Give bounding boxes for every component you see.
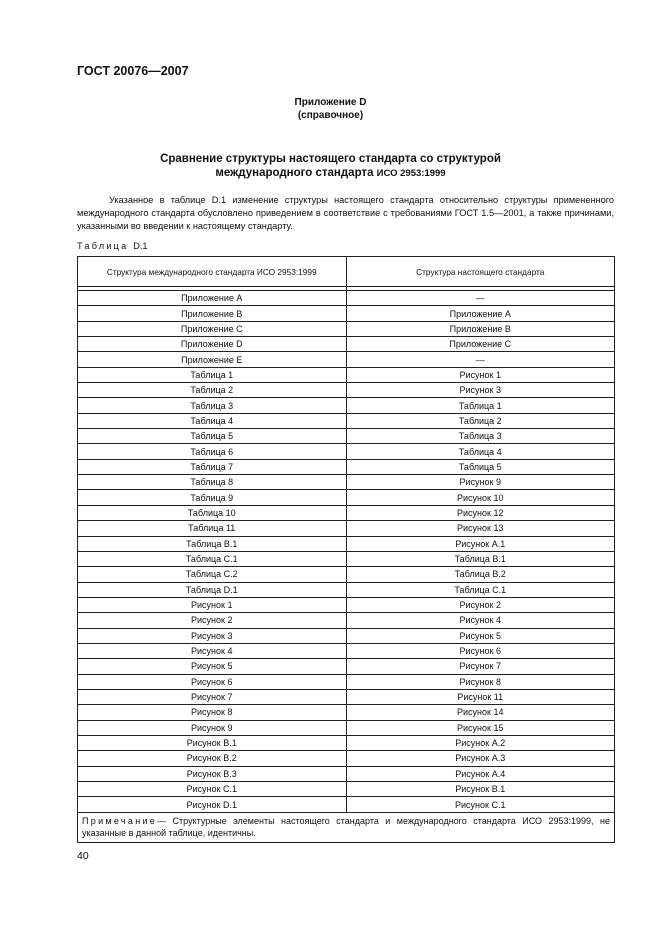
annex-type: (справочное) (297, 110, 364, 121)
cell-international: Рисунок В.3 (78, 766, 347, 781)
annex-heading (0, 96, 661, 122)
note-text: — Структурные элементы настоящего стандарта и международного стандарта ИСО 2953:1999, не указанные в данной таблице, идентичны. (82, 815, 610, 839)
cell-international: Таблица 2 (78, 383, 347, 398)
table-row (78, 782, 615, 797)
column-header-international: Структура международного стандарта ИСО 2953:1999 (78, 257, 347, 287)
cell-national: Рисунок 2 (346, 597, 615, 612)
cell-national: Рисунок 7 (346, 659, 615, 674)
cell-national: Рисунок 8 (346, 674, 615, 689)
cell-international: Приложение D (78, 337, 347, 352)
intro-paragraph: Указанное в таблице D.1 изменение структуры настоящего стандарта относительно структуры примененного международного стандарта обусловлено приведением в соответствие с требованиями ГОСТ 1.5—2001, а также причинами, указанными во введении к настоящему стандарту. (77, 195, 614, 232)
table-row (78, 291, 615, 306)
table-row (78, 429, 615, 444)
table-row (78, 751, 615, 766)
cell-national: Рисунок 12 (346, 505, 615, 520)
cell-international: Рисунок D.1 (78, 797, 347, 812)
table-row (78, 551, 615, 566)
cell-international: Таблица 10 (78, 505, 347, 520)
cell-international: Рисунок В.2 (78, 751, 347, 766)
table-row (78, 628, 615, 643)
cell-national: Приложение С (346, 337, 615, 352)
table-row (78, 582, 615, 597)
table-label (77, 241, 148, 251)
table-row (78, 490, 615, 505)
table-row (78, 505, 615, 520)
cell-national: Рисунок 1 (346, 367, 615, 382)
cell-international: Таблица D.1 (78, 582, 347, 597)
cell-national: — (346, 291, 615, 306)
cell-international: Рисунок 9 (78, 720, 347, 735)
table-row (78, 367, 615, 382)
cell-national: Рисунок 3 (346, 383, 615, 398)
table-row (78, 659, 615, 674)
cell-national: Рисунок А.4 (346, 766, 615, 781)
cell-national: Таблица 3 (346, 429, 615, 444)
cell-international: Таблица 6 (78, 444, 347, 459)
table-header-row (78, 257, 615, 287)
table-row (78, 521, 615, 536)
cell-international: Таблица 9 (78, 490, 347, 505)
cell-international: Рисунок 2 (78, 613, 347, 628)
cell-national: — (346, 352, 615, 367)
cell-international: Рисунок В.1 (78, 735, 347, 750)
cell-international: Рисунок 3 (78, 628, 347, 643)
table-row (78, 352, 615, 367)
cell-national: Рисунок С.1 (346, 797, 615, 812)
cell-national: Таблица В.2 (346, 567, 615, 582)
title-line-1: Сравнение структуры настоящего стандарта со структурой (160, 153, 501, 165)
cell-international: Таблица 11 (78, 521, 347, 536)
table-row (78, 643, 615, 658)
cell-international: Рисунок 6 (78, 674, 347, 689)
table-row (78, 597, 615, 612)
cell-international: Рисунок 5 (78, 659, 347, 674)
cell-national: Приложение В (346, 321, 615, 336)
table-row (78, 459, 615, 474)
cell-national: Рисунок 4 (346, 613, 615, 628)
table-row (78, 705, 615, 720)
cell-national: Рисунок 6 (346, 643, 615, 658)
cell-international: Рисунок 8 (78, 705, 347, 720)
cell-international: Таблица 8 (78, 475, 347, 490)
table-row (78, 337, 615, 352)
cell-international: Таблица 5 (78, 429, 347, 444)
cell-international: Таблица 7 (78, 459, 347, 474)
cell-national: Рисунок А.3 (346, 751, 615, 766)
cell-national: Рисунок 10 (346, 490, 615, 505)
table-row (78, 674, 615, 689)
table-row (78, 720, 615, 735)
title-line-2 (0, 166, 661, 181)
cell-national: Рисунок 13 (346, 521, 615, 536)
table-row (78, 306, 615, 321)
cell-national: Таблица В.1 (346, 551, 615, 566)
cell-national: Рисунок А.1 (346, 536, 615, 551)
table-row (78, 398, 615, 413)
cell-national: Рисунок 15 (346, 720, 615, 735)
table-row (78, 413, 615, 428)
table-row (78, 797, 615, 812)
document-header: ГОСТ 20076—2007 (77, 64, 189, 78)
cell-international: Таблица С.1 (78, 551, 347, 566)
cell-national: Рисунок А.2 (346, 735, 615, 750)
table-row (78, 689, 615, 704)
table-row (78, 613, 615, 628)
cell-international: Приложение С (78, 321, 347, 336)
column-header-national: Структура настоящего стандарта (346, 257, 615, 287)
cell-national: Таблица С.1 (346, 582, 615, 597)
table-body (78, 287, 615, 813)
cell-national: Рисунок 9 (346, 475, 615, 490)
structure-comparison-table (77, 256, 615, 843)
cell-international: Таблица В.1 (78, 536, 347, 551)
table-label-number: D.1 (133, 241, 148, 251)
annex-title: Приложение D (294, 97, 367, 108)
title-line-2-standard: ИСО 2953:1999 (376, 168, 446, 179)
table-row (78, 735, 615, 750)
cell-national: Таблица 1 (346, 398, 615, 413)
cell-international: Таблица С.2 (78, 567, 347, 582)
page-number: 40 (77, 850, 89, 862)
cell-international: Приложение Е (78, 352, 347, 367)
section-title (0, 152, 661, 181)
table-label-word: Таблица (77, 241, 129, 251)
note-row (78, 812, 615, 842)
cell-international: Приложение В (78, 306, 347, 321)
table-row (78, 567, 615, 582)
cell-national: Рисунок В.1 (346, 782, 615, 797)
table-row (78, 321, 615, 336)
cell-national: Рисунок 11 (346, 689, 615, 704)
cell-national: Таблица 2 (346, 413, 615, 428)
table-row (78, 536, 615, 551)
table-row (78, 444, 615, 459)
cell-national: Приложение А (346, 306, 615, 321)
cell-national: Рисунок 14 (346, 705, 615, 720)
table-row (78, 766, 615, 781)
cell-international: Рисунок С.1 (78, 782, 347, 797)
table-note (78, 812, 615, 842)
title-line-2-text: международного стандарта (215, 167, 374, 179)
cell-international: Таблица 4 (78, 413, 347, 428)
cell-international: Рисунок 4 (78, 643, 347, 658)
cell-national: Таблица 4 (346, 444, 615, 459)
table-row (78, 475, 615, 490)
cell-national: Рисунок 5 (346, 628, 615, 643)
cell-international: Приложение А (78, 291, 347, 306)
cell-international: Рисунок 7 (78, 689, 347, 704)
cell-international: Рисунок 1 (78, 597, 347, 612)
note-label: Примечание (82, 815, 158, 826)
cell-international: Таблица 1 (78, 367, 347, 382)
cell-national: Таблица 5 (346, 459, 615, 474)
table-row (78, 383, 615, 398)
cell-international: Таблица 3 (78, 398, 347, 413)
